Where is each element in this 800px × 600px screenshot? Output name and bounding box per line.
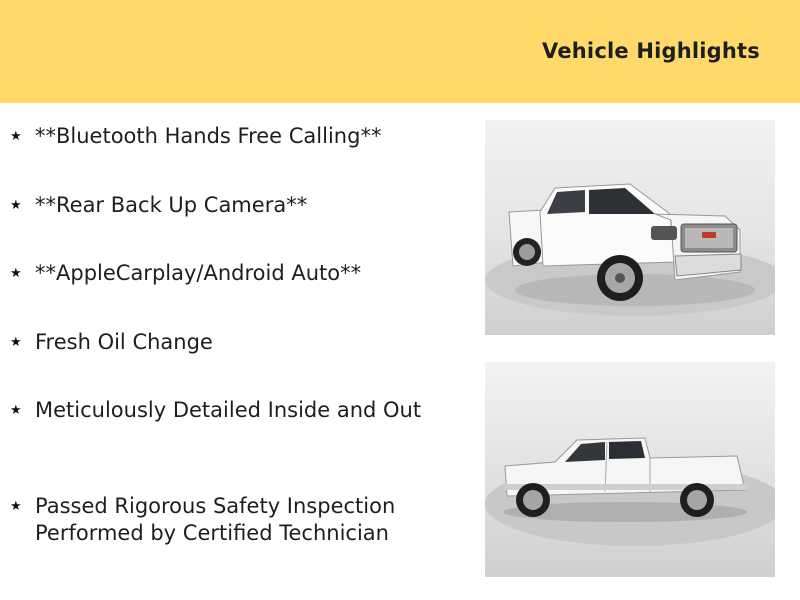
list-item [10, 192, 460, 219]
star-icon: ★ [10, 198, 22, 213]
truck-side-photo [485, 362, 775, 577]
highlight-text: **Bluetooth Hands Free Calling** [35, 124, 382, 148]
list-item [10, 329, 460, 356]
highlight-text: **AppleCarplay/Android Auto** [35, 261, 362, 285]
highlight-text: Fresh Oil Change [35, 330, 213, 354]
list-item [10, 123, 460, 150]
highlight-text: Meticulously Detailed Inside and Out [35, 398, 422, 422]
list-item [10, 260, 460, 287]
page-title: Vehicle Highlights [542, 39, 760, 63]
highlight-text: Passed Rigorous Safety Inspection Performed by Certified Technician [35, 494, 396, 545]
star-icon: ★ [10, 335, 22, 350]
star-icon: ★ [10, 499, 22, 514]
star-icon: ★ [10, 266, 22, 281]
star-icon: ★ [10, 129, 22, 144]
list-item [10, 397, 460, 424]
truck-front-photo [485, 120, 775, 335]
star-icon: ★ [10, 403, 22, 418]
highlight-text: **Rear Back Up Camera** [35, 193, 308, 217]
list-item [10, 493, 460, 547]
